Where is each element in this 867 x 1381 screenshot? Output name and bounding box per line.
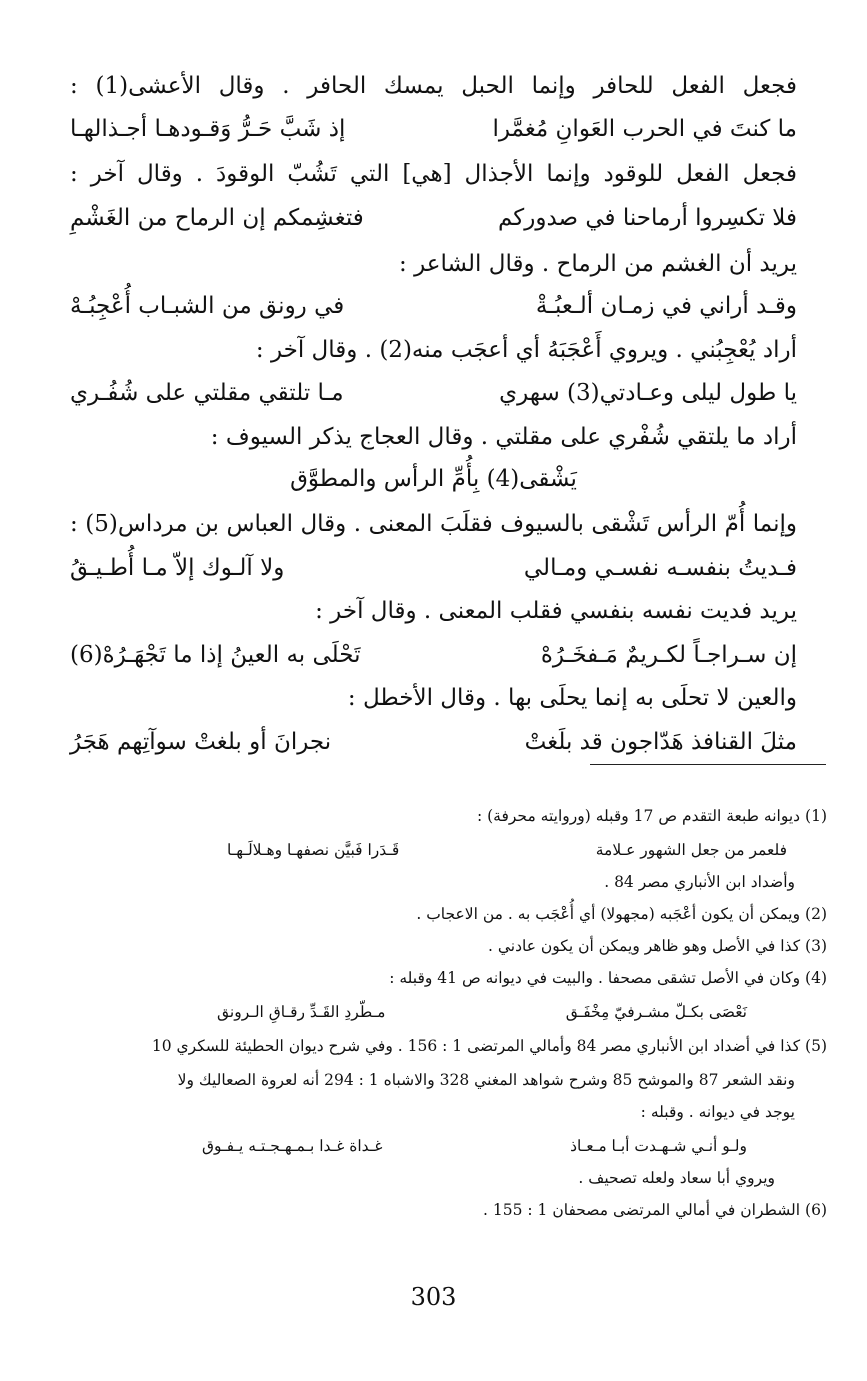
verse-hemistich-first: إن سـراجـاً لكـريمٌ مَـفخَـرُهْ	[540, 642, 797, 668]
verse-line	[70, 635, 797, 675]
prose-line: فجعل الفعل للحافر وإنما الحبل يمسك الحافر . وقال الأعشى(1) :	[70, 73, 797, 99]
footnote-verse	[217, 998, 747, 1026]
footnote-separator	[590, 764, 826, 765]
verse-hemistich-second: تَحْلَى به العينُ إذا ما تَجْهَـرُهْ(6)	[70, 642, 361, 668]
verse-hemistich-second: مـطّردِ القَـدِّ رقـاقِ الـرونق	[217, 1003, 386, 1021]
verse-line	[70, 722, 797, 762]
verse-hemistich-second: قَـدَرا فَبيَّن نصفهـا وهـلالَـهـا	[227, 841, 400, 859]
footnote-5-continuation: ونقد الشعر 87 والموشح 85 وشرح شواهد المغني 328 والاشباه 1 : 294 أنه لعروة الصعاليك ولا	[177, 1071, 795, 1089]
verse-hemistich-first: ولـو أنـي شـهـدت أبـا مـعـاذ	[570, 1137, 747, 1155]
verse-line	[70, 548, 797, 588]
prose-line: وإنما أُمّ الرأس تَشْقى بالسيوف فقلَبَ المعنى . وقال العباس بن مرداس(5) :	[70, 511, 797, 537]
verse-hemistich-second: فتغشِمكم إن الرماح من الغَشْمِ	[70, 205, 364, 231]
footnote-verse	[227, 836, 787, 864]
verse-hemistich-second: في رونق من الشبـاب أُعْجِبُـهْ	[70, 293, 345, 319]
verse-hemistich-first: نَعْصَى بكـلّ مشـرفيّ مِخْفَـق	[565, 1003, 747, 1021]
footnote-verse	[202, 1132, 747, 1160]
verse-hemistich-first: فـديتُ بنفسـه نفسـي ومـالي	[523, 555, 797, 581]
verse-line	[70, 286, 797, 326]
prose-line: يريد فديت نفسه بنفسي فقلب المعنى . وقال آخر :	[315, 598, 797, 624]
verse-hemistich-second: مـا تلتقي مقلتي على شُفُـري	[70, 380, 344, 406]
verse-hemistich-second: غـداة غـدا بـمـهـجـتـه يـفـوق	[202, 1137, 383, 1155]
verse-hemistich-first: ما كنتَ في الحرب العَوانِ مُغمَّرا	[492, 116, 797, 142]
verse-line	[70, 373, 797, 413]
footnote-6: (6) الشطران في أمالي المرتضى مصحفان 1 : 155 .	[483, 1201, 827, 1219]
verse-hemistich-first: فلعمر من جعل الشهور عـلامة	[595, 841, 787, 859]
verse-hemistich-first: يا طول ليلى وعـادتي(3) سهري	[499, 380, 797, 406]
rajaz-line: يَشْقى(4) بِأُمِّ الرأس والمطوَّق	[290, 466, 577, 492]
verse-hemistich-first: فلا تكسِروا أرماحنا في صدوركم	[498, 205, 797, 231]
verse-hemistich-second: نجرانَ أو بلغتْ سوآتِهم هَجَرُ	[70, 729, 332, 755]
prose-line: فجعل الفعل للوقود وإنما الأجذال [هي] التي تَشُبّ الوقودَ . وقال آخر :	[70, 161, 797, 187]
prose-line: أراد ما يلتقي شُفْري على مقلتي . وقال العجاج يذكر السيوف :	[210, 424, 797, 450]
footnote-5: (5) كذا في أضداد ابن الأنباري مصر 84 وأمالي المرتضى 1 : 156 . وفي شرح ديوان الحطيئة للسكري 10	[151, 1037, 827, 1055]
page-number: 303	[410, 1283, 457, 1311]
footnote-2: (2) ويمكن أن يكون أعْجَبه (مجهولا) أي أُعْجَب به . من الاعجاب .	[416, 905, 827, 923]
verse-line	[70, 198, 797, 238]
footnote-4: (4) وكان في الأصل تشقى مصحفا . والبيت في ديوانه ص 41 وقبله :	[389, 969, 827, 987]
prose-line: أراد يُعْجِبُني . ويروي أَعْجَبَهُ أي أعجَب منه(2) . وقال آخر :	[255, 337, 797, 363]
prose-line: والعين لا تحلَى به إنما يحلَى بها . وقال الأخطل :	[347, 685, 797, 711]
footnote-1: (1) ديوانه طبعة التقدم ص 17 وقبله (وروايته محرفة) :	[476, 807, 827, 825]
footnote-5-continuation: يوجد في ديوانه . وقبله :	[640, 1103, 795, 1121]
verse-hemistich-first: وقـد أراني في زمـان ألـعبُـةْ	[535, 293, 797, 319]
footnote-3: (3) كذا في الأصل وهو ظاهر ويمكن أن يكون عادني .	[487, 937, 827, 955]
verse-hemistich-first: مثلَ القنافذ هَدّاجون قد بلَغتْ	[524, 729, 797, 755]
footnote-5-continuation: ويروي أبا سعاد ولعله تصحيف .	[578, 1169, 775, 1187]
verse-hemistich-second: إذ شَبَّ حَـرُّ وَقـودهـا أجـذالهـا	[70, 116, 346, 142]
verse-line	[70, 109, 797, 149]
footnote-1-continuation: وأضداد ابن الأنباري مصر 84 .	[604, 873, 795, 891]
verse-hemistich-second: ولا آلـوك إلاّ مـا أُطـيـقُ	[70, 555, 285, 581]
prose-line: يريد أن الغشم من الرماح . وقال الشاعر :	[399, 251, 797, 277]
